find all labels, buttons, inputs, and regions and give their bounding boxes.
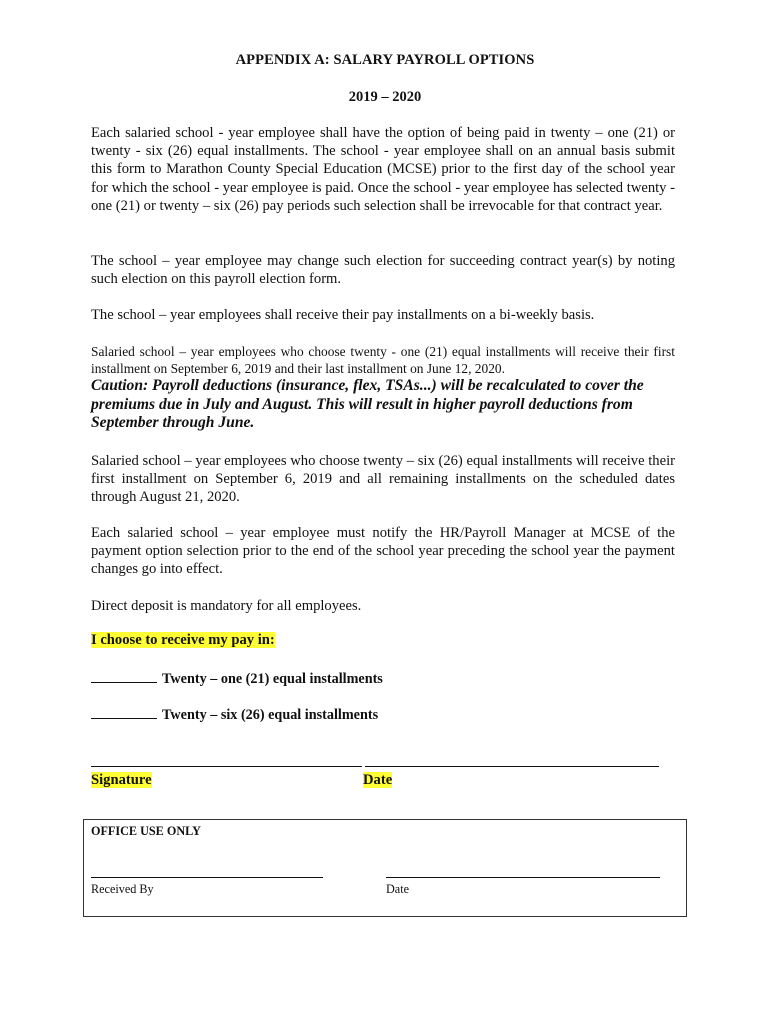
paragraph-change-election: The school – year employee may change such election for succeeding contract year(s) by noting such election on this payroll election form. xyxy=(91,253,675,288)
choice-heading xyxy=(91,632,275,649)
paragraph-21-installments: Salaried school – year employees who choose twenty - one (21) equal installments will receive their first installment on September 6, 2019 and their last installment on June 12, 2020. xyxy=(91,344,675,376)
school-year: 2019 – 2020 xyxy=(348,89,422,105)
option-21-blank-field[interactable] xyxy=(91,670,157,683)
caution-note: Caution: Payroll deductions (insurance, flex, TSAs...) will be recalculated to cover the premiums due in July and August. This will result in higher payroll deductions from September through June. xyxy=(91,377,644,432)
signature-label-wrap xyxy=(91,772,152,789)
paragraph-installment-options: Each salaried school - year employee shall have the option of being paid in twenty – one (21) or twenty - six (26) equal installments. The school - year employee shall on an annual basis submit this form to Marathon County Special Education (MCSE) prior to the first day of the school year for which the school - year employee is paid. Once the school - year employee has selected twenty - one (21) or twenty – six (26) pay periods such selection shall be irrevocable for that contract year. xyxy=(91,125,675,214)
office-use-box xyxy=(83,819,687,917)
received-by-label: Received By xyxy=(91,882,154,896)
option-26-label: Twenty – six (26) equal installments xyxy=(162,707,379,723)
paragraph-biweekly: The school – year employees shall receive their pay installments on a bi-weekly basis. xyxy=(91,307,595,323)
document-title: APPENDIX A: SALARY PAYROLL OPTIONS xyxy=(235,52,535,68)
received-by-line[interactable] xyxy=(91,877,323,878)
date-label: Date xyxy=(363,772,393,788)
choice-heading-text: I choose to receive my pay in: xyxy=(91,632,275,648)
option-21-row xyxy=(91,670,383,688)
option-26-row xyxy=(91,706,378,724)
paragraph-notify-hr: Each salaried school – year employee must notify the HR/Payroll Manager at MCSE of the payment option selection prior to the end of the school year preceding the school year the payment changes go into effect. xyxy=(91,525,675,578)
option-26-blank-field[interactable] xyxy=(91,706,157,719)
office-date-line[interactable] xyxy=(386,877,660,878)
office-date-label: Date xyxy=(386,882,410,896)
signature-line[interactable] xyxy=(91,766,362,767)
signature-label: Signature xyxy=(91,772,152,788)
date-line[interactable] xyxy=(365,766,659,767)
option-21-label: Twenty – one (21) equal installments xyxy=(162,671,383,687)
paragraph-26-installments: Salaried school – year employees who choose twenty – six (26) equal installments will receive their first installment on September 6, 2019 and all remaining installments on the scheduled dates through August 21, 2020. xyxy=(91,453,675,506)
date-label-wrap xyxy=(363,772,392,789)
office-use-title: OFFICE USE ONLY xyxy=(91,824,201,838)
paragraph-direct-deposit: Direct deposit is mandatory for all employees. xyxy=(91,598,362,614)
